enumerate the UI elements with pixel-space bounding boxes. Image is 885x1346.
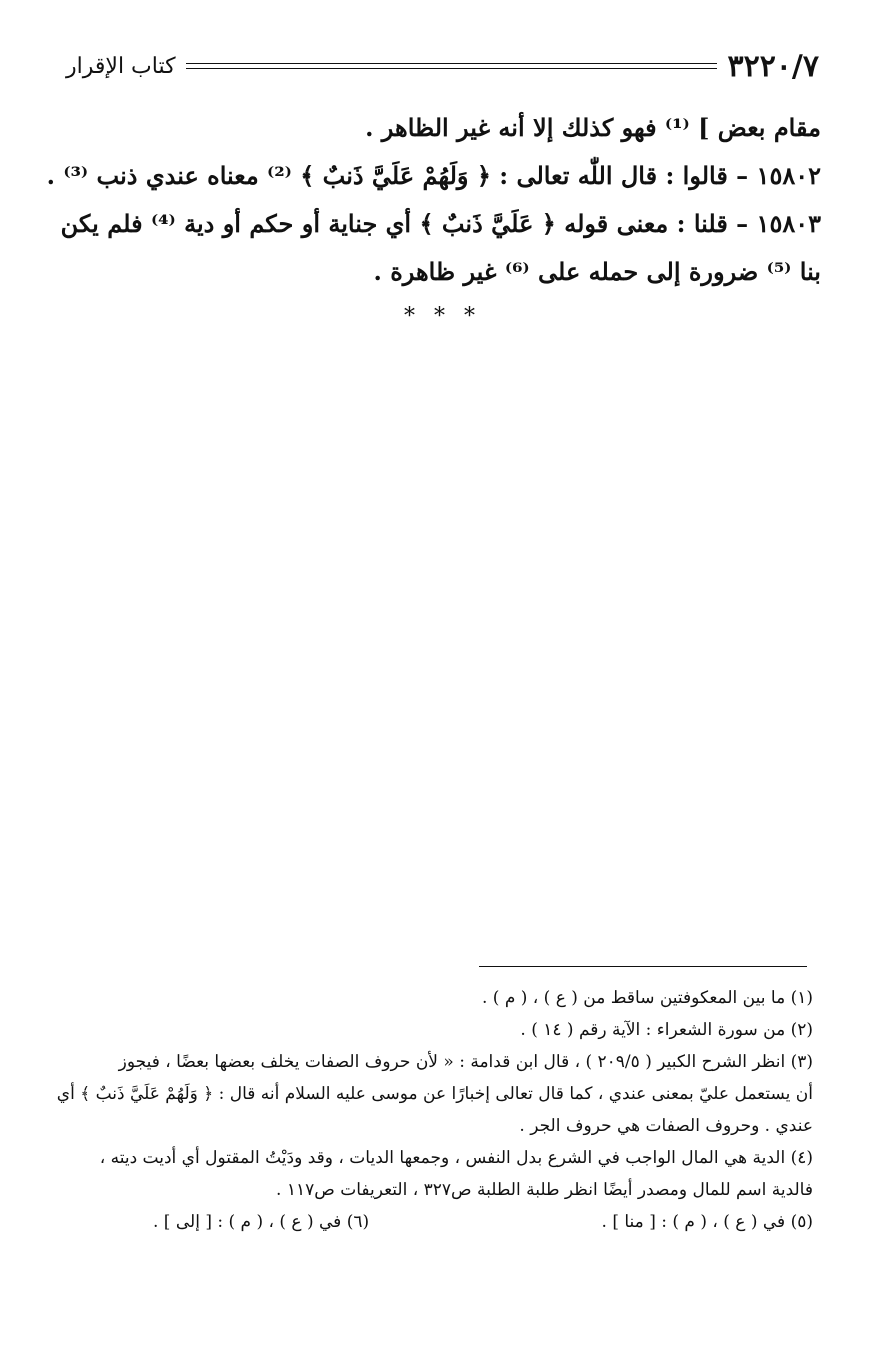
footnote-4-cont: فالدية اسم للمال ومصدر أيضًا انظر طلبة الطلبة ص٣٢٧ ، التعريفات ص١١٧ . <box>276 1180 813 1200</box>
footnote-2: (٢) من سورة الشعراء : الآية رقم ( ١٤ ) . <box>520 1020 813 1040</box>
text-line: بنا ⁽⁵⁾ ضرورة إلى حمله على ⁽⁶⁾ غير ظاهرة . <box>373 257 821 286</box>
footnote-5: (٥) في ( ع ) ، ( م ) : [ منا ] . <box>601 1212 813 1232</box>
main-text <box>46 104 821 296</box>
text-line: ١٥٨٠٢ – قالوا : قال اللّٰه تعالى : ﴿ وَلَهُمْ عَلَيَّ ذَنبٌ ﴾ ⁽²⁾ معناه عندي ذنب ⁽³⁾ . <box>46 161 821 190</box>
footnote-4: (٤) الدية هي المال الواجب في الشرع بدل النفس ، وجمعها الديات ، وقد ودَيْتُ المقتول أي أديت ديته ، <box>99 1148 813 1168</box>
footnote-3: (٣) انظر الشرح الكبير ( ٢٠٩/٥ ) ، قال ابن قدامة : « لأن حروف الصفات يخلف بعضها بعضًا ، فيجوز <box>118 1052 813 1072</box>
footnote-3-cont: عندي . وحروف الصفات هي حروف الجر . <box>519 1116 813 1136</box>
running-header <box>66 44 819 88</box>
text-line: مقام بعض ] ⁽¹⁾ فهو كذلك إلا أنه غير الظاهر . <box>365 113 821 142</box>
page-number: ٣٢٢٠/٧ <box>727 48 819 84</box>
footnote-6: (٦) في ( ع ) ، ( م ) : [ إلى ] . <box>153 1212 370 1232</box>
text-line: ١٥٨٠٣ – قلنا : معنى قوله ﴿ عَلَيَّ ذَنبٌ ﴾ أي جناية أو حكم أو دية ⁽⁴⁾ فلم يكن <box>60 209 821 238</box>
header-rule <box>186 63 718 69</box>
book-title: كتاب الإقرار <box>66 53 176 79</box>
footnote-3-cont: أن يستعمل عليّ بمعنى عندي ، كما قال تعالى إخبارًا عن موسى عليه السلام أنه قال : ﴿ وَلَهُمْ عَلَيَّ ذَنبٌ ﴾ أي <box>56 1084 813 1104</box>
footnote-rule <box>479 966 807 967</box>
section-separator: * * * <box>404 304 481 329</box>
footnote-row <box>153 1206 813 1238</box>
footnotes <box>56 982 813 1238</box>
footnote-1: (١) ما بين المعكوفتين ساقط من ( ع ) ، ( م ) . <box>481 988 813 1008</box>
